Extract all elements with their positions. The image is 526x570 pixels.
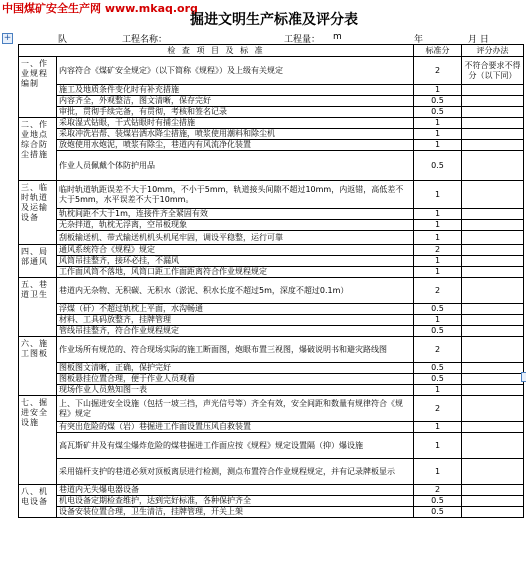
category-cell: 一、作业规程编制 <box>19 57 57 118</box>
item-cell: 设备安装位置合理，卫生清洁，挂牌管理，开关上架 <box>57 507 414 518</box>
score-cell: 0.5 <box>414 304 462 315</box>
method-cell <box>462 459 524 485</box>
item-cell: 无杂拌道，轨枕无浮离，空吊板现象 <box>57 220 414 231</box>
category-cell: 八、机电设备 <box>19 485 57 518</box>
item-cell: 管线吊挂整齐，符合作业规程规定 <box>57 326 414 337</box>
table-row <box>19 485 524 496</box>
table-row <box>19 181 524 209</box>
category-cell: 五、巷道卫生 <box>19 278 57 337</box>
score-cell: 1 <box>414 315 462 326</box>
score-cell: 0.5 <box>414 496 462 507</box>
method-cell <box>462 209 524 220</box>
item-cell: 作业场所有规范的、符合现场实际的施工断面图，炮眼布置三视图，爆破说明书和避灾路线图 <box>57 337 414 363</box>
table-row <box>19 245 524 256</box>
item-cell: 施工及地质条件变化时有补充措施 <box>57 85 414 96</box>
site-watermark: 中国煤矿安全生产网 www.mkaq.org <box>2 2 198 15</box>
score-cell: 0.5 <box>414 363 462 374</box>
table-row <box>19 422 524 433</box>
score-cell: 1 <box>414 256 462 267</box>
item-cell: 采用锚杆支护的巷道必须对顶板离层进行检测，测点布置符合作业规程规定，并有记录牌板显示 <box>57 459 414 485</box>
month-day-label: 月 日 <box>468 35 489 45</box>
table-row <box>19 278 524 304</box>
method-cell <box>462 422 524 433</box>
item-cell: 材料、工具码放整齐，挂牌管理 <box>57 315 414 326</box>
category-cell: 三、临时轨道及运输设备 <box>19 181 57 245</box>
quantity-label: 工程量： <box>284 35 321 45</box>
score-cell: 1 <box>414 267 462 278</box>
table-row <box>19 107 524 118</box>
score-cell: 0.5 <box>414 507 462 518</box>
method-cell <box>462 363 524 374</box>
method-cell <box>462 245 524 256</box>
scoring-table <box>18 44 524 518</box>
method-cell <box>462 326 524 337</box>
page-title: 掘进文明生产标准及评分表 <box>190 12 358 28</box>
score-cell: 1 <box>414 422 462 433</box>
method-cell: 不符合要求不得分（以下同） <box>462 57 524 85</box>
table-row <box>19 140 524 151</box>
item-cell: 通风系统符合《规程》规定 <box>57 245 414 256</box>
method-cell <box>462 181 524 209</box>
item-cell: 内容符合《煤矿安全规定》（以下简称《规程》）及上级有关规定 <box>57 57 414 85</box>
score-cell: 2 <box>414 278 462 304</box>
item-cell: 审批，贯彻手续完备，有贯彻，考核和签名记录 <box>57 107 414 118</box>
method-cell <box>462 278 524 304</box>
table-row <box>19 496 524 507</box>
method-cell <box>462 129 524 140</box>
table-row <box>19 337 524 363</box>
score-cell: 1 <box>414 118 462 129</box>
table-row <box>19 231 524 245</box>
table-row <box>19 363 524 374</box>
item-cell: 刮板输送机、带式输送机机头机尾牢固，调设平稳整，运行可靠 <box>57 231 414 245</box>
score-cell: 1 <box>414 433 462 459</box>
header-method: 评分办法 <box>462 45 524 57</box>
table-row <box>19 151 524 181</box>
year-label: 年 <box>414 35 424 45</box>
table-row <box>19 57 524 85</box>
method-cell <box>462 496 524 507</box>
item-cell: 巷道内无失爆电器设备 <box>57 485 414 496</box>
score-cell: 0.5 <box>414 96 462 107</box>
score-cell: 1 <box>414 209 462 220</box>
method-cell <box>462 96 524 107</box>
item-cell: 图板悬挂位置合理，便于作业人员观看 <box>57 374 414 385</box>
score-cell: 2 <box>414 485 462 496</box>
item-cell: 风筒吊挂整齐，接环必挂，不漏风 <box>57 256 414 267</box>
project-name-label: 工程名称： <box>122 35 168 45</box>
table-row <box>19 385 524 396</box>
item-cell: 机电设备定期检查维护，达到完好标准，各种保护齐全 <box>57 496 414 507</box>
table-row <box>19 326 524 337</box>
score-cell: 2 <box>414 245 462 256</box>
score-cell: 1 <box>414 220 462 231</box>
table-row <box>19 267 524 278</box>
form-meta-line <box>18 32 523 44</box>
item-cell: 浮煤（矸）不超过轨枕上平面，水沟畅通 <box>57 304 414 315</box>
method-cell <box>462 433 524 459</box>
category-cell: 六、施工图板 <box>19 337 57 396</box>
item-cell: 巷道内无杂物、无积碳、无积水（淤泥、积水长度不超过5m，深度不超过0.1m） <box>57 278 414 304</box>
item-cell: 上、下山掘进安全设施（包括一坡三挡，声光信号等）齐全有效，安全间距和数量有规律符合《规程》规定 <box>57 396 414 422</box>
table-row <box>19 256 524 267</box>
header-standard-score: 标准分 <box>414 45 462 57</box>
method-cell <box>462 267 524 278</box>
method-cell <box>462 256 524 267</box>
method-cell <box>462 304 524 315</box>
method-cell <box>462 85 524 96</box>
item-cell: 轨枕间距不大于1m，连接件齐全紧固有效 <box>57 209 414 220</box>
method-cell <box>462 140 524 151</box>
score-cell: 0.5 <box>414 151 462 181</box>
table-row <box>19 85 524 96</box>
score-cell: 0.5 <box>414 326 462 337</box>
score-cell: 1 <box>414 459 462 485</box>
score-cell: 1 <box>414 385 462 396</box>
item-cell: 有突出危险的煤（岩）巷掘进工作面设置压风自救装置 <box>57 422 414 433</box>
header-items: 检 查 项 目 及 标 准 <box>19 45 414 57</box>
item-cell: 工作面风筒不落地，风筒口距工作面距离符合作业规程规定 <box>57 267 414 278</box>
method-cell <box>462 107 524 118</box>
table-body <box>19 57 524 518</box>
score-cell: 1 <box>414 129 462 140</box>
score-cell: 1 <box>414 140 462 151</box>
category-cell: 二、作业地点综合防尘措施 <box>19 118 57 181</box>
item-cell: 采取冲洗岩帮、装煤岩洒水降尘措施，喷浆使用潮料和除尘机 <box>57 129 414 140</box>
table-row <box>19 433 524 459</box>
table-row <box>19 129 524 140</box>
item-cell: 放炮使用水炮泥，喷浆有除尘，巷道内有风流净化装置 <box>57 140 414 151</box>
score-cell: 1 <box>414 231 462 245</box>
score-cell: 0.5 <box>414 374 462 385</box>
score-cell: 1 <box>414 85 462 96</box>
method-cell <box>462 151 524 181</box>
method-cell <box>462 385 524 396</box>
table-row <box>19 96 524 107</box>
item-cell: 高瓦斯矿井及有煤尘爆炸危险的煤巷掘进工作面应按《规程》规定设置隔（抑）爆设施 <box>57 433 414 459</box>
table-header-row <box>19 45 524 57</box>
team-label: 队 <box>58 35 68 45</box>
score-cell: 2 <box>414 396 462 422</box>
item-cell: 临时轨道轨距误差不大于10mm，不小于5mm，轨道接头间隙不超过10mm，内返错，高低差不大于5mm，水平误差不大于10mm。 <box>57 181 414 209</box>
scroll-marker[interactable] <box>521 372 526 382</box>
method-cell <box>462 485 524 496</box>
table-row <box>19 220 524 231</box>
score-cell: 1 <box>414 181 462 209</box>
table-row <box>19 118 524 129</box>
method-cell <box>462 118 524 129</box>
method-cell <box>462 507 524 518</box>
quantity-unit: m <box>333 32 342 42</box>
category-cell: 四、局部通风 <box>19 245 57 278</box>
score-cell: 2 <box>414 57 462 85</box>
table-row <box>19 374 524 385</box>
method-cell <box>462 374 524 385</box>
table-row <box>19 304 524 315</box>
item-cell: 内容齐全，外观整洁，图文清晰，保存完好 <box>57 96 414 107</box>
table-row <box>19 507 524 518</box>
table-row <box>19 396 524 422</box>
method-cell <box>462 315 524 326</box>
item-cell: 图板图文清晰，正确，保护完好 <box>57 363 414 374</box>
method-cell <box>462 231 524 245</box>
score-cell: 2 <box>414 337 462 363</box>
score-cell: 0.5 <box>414 107 462 118</box>
item-cell: 作业人员佩戴个体防护用品 <box>57 151 414 181</box>
table-row <box>19 209 524 220</box>
category-cell: 七、掘进安全设施 <box>19 396 57 485</box>
expand-table-button[interactable]: + <box>3 33 12 43</box>
table-row <box>19 315 524 326</box>
method-cell <box>462 396 524 422</box>
method-cell <box>462 220 524 231</box>
item-cell: 采取湿式钻眼，干式钻眼时有捕尘措施 <box>57 118 414 129</box>
table-row <box>19 459 524 485</box>
item-cell: 现场作业人员熟知图一表 <box>57 385 414 396</box>
method-cell <box>462 337 524 363</box>
